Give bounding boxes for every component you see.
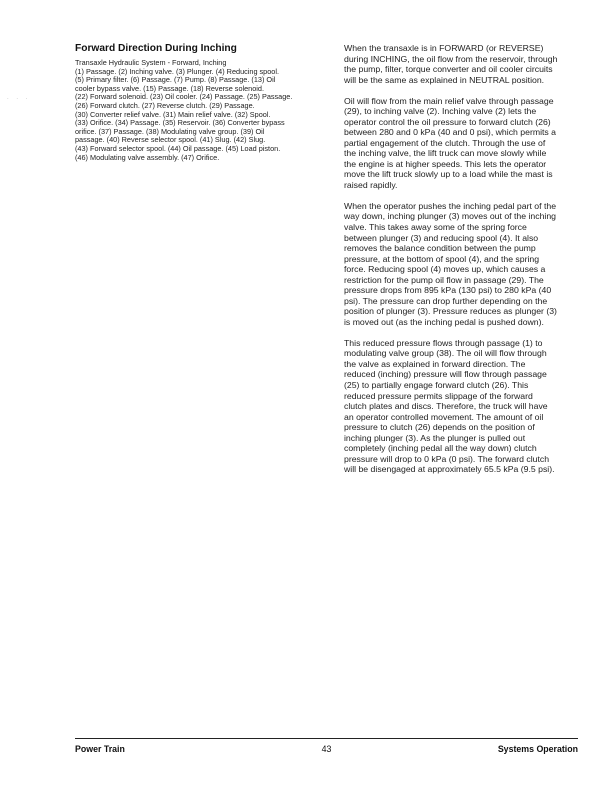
text-line: pressure will drop to 0 kPa (0 psi). The forward clutch — [344, 453, 550, 464]
text-line: will be the same as explained in NEUTRAL position. — [344, 74, 545, 85]
text-line: the inching valve, the lift truck can move slowly while — [344, 148, 547, 159]
paragraph-2 — [344, 96, 580, 191]
text-line: force. Reducing spool (4) moves up, which causes a — [344, 264, 546, 275]
figure-caption — [75, 59, 315, 162]
paragraph-1 — [344, 43, 580, 85]
text-line: operator control the oil pressure to forward clutch (26) — [344, 116, 551, 127]
caption-line: (22) Forward solenoid. (23) Oil cooler. (24) Passage. (25) Passage. — [75, 92, 293, 102]
text-line: pressure, at the bottom of spool (4), and the spring — [344, 253, 540, 264]
text-line: clutch plates and discs. Therefore, the truck will have — [344, 401, 548, 412]
caption-line: Transaxle Hydraulic System - Forward, Inching — [75, 58, 227, 67]
section-title: Forward Direction During Inching — [75, 43, 237, 54]
text-line: valve. This takes away some of the spring force — [344, 221, 527, 232]
caption-line: (30) Converter relief valve. (31) Main relief valve. (32) Spool. — [75, 109, 271, 119]
text-line: removes the balance condition between the pump — [344, 243, 536, 254]
text-line: the engine is at higher speeds. This lets the operator — [344, 158, 547, 169]
text-line: modulating valve group (38). The oil will flow through — [344, 348, 547, 359]
paragraph-3 — [344, 201, 580, 328]
caption-line: (1) Passage. (2) Inching valve. (3) Plunger. (4) Reducing spool. — [75, 66, 280, 76]
body-text — [344, 43, 580, 485]
text-line: position of plunger (3). Pressure reduces as plunger (3) — [344, 306, 557, 317]
footer-section-name: Power Train — [75, 744, 125, 754]
caption-line: passage. (40) Reverse selector spool. (41) Slug. (42) Slug. — [75, 135, 266, 145]
caption-line: (26) Forward clutch. (27) Reverse clutch. (29) Passage. — [75, 100, 255, 110]
paragraph-4 — [344, 338, 580, 475]
text-line: This reduced pressure flows through passage (1) to — [344, 337, 543, 348]
footer-manual-name: Systems Operation — [497, 744, 578, 754]
text-line: the valve as explained in forward direction. The — [344, 358, 526, 369]
text-line: When the operator pushes the inching pedal part of the — [344, 200, 557, 211]
text-line: inching plunger (3). As the plunger is pulled out — [344, 432, 526, 443]
text-line: (29), to inching valve (2). Inching valve (2) lets the — [344, 106, 537, 117]
caption-line: cooler bypass valve. (15) Passage. (18) Reverse solenoid. — [75, 83, 265, 93]
text-line: between 280 and 0 kPa (40 and 0 psi), which permits a — [344, 127, 557, 138]
text-line: Oil will flow from the main relief valve through passage — [344, 95, 554, 106]
text-line: restriction for the pump oil flow in passage (29). The — [344, 274, 544, 285]
figure-caption-block — [75, 43, 315, 162]
text-line: reduced pressure permits slippage of the forward — [344, 390, 533, 401]
text-line: raised rapidly. — [344, 179, 398, 190]
text-line: reduced (inching) pressure will flow through passage — [344, 369, 547, 380]
caption-line: (5) Primary filter. (6) Passage. (7) Pump. (8) Passage. (13) Oil — [75, 75, 276, 85]
text-line: completely (inching pedal all the way down) clutch — [344, 443, 537, 454]
page-footer — [75, 744, 578, 756]
caption-line: (33) Orifice. (34) Passage. (35) Reservoir. (36) Converter bypass — [75, 118, 285, 128]
text-line: psi). The pressure can drop further depending on the — [344, 295, 548, 306]
caption-line: (43) Forward selector spool. (44) Oil passage. (45) Load piston. — [75, 143, 281, 153]
caption-line: (46) Modulating valve assembly. (47) Orifice. — [75, 152, 220, 162]
footer-divider — [75, 738, 578, 739]
text-line: is moved out (as the inching pedal is pushed down). — [344, 316, 544, 327]
text-line: during INCHING, the oil flow from the reservoir, through — [344, 53, 558, 64]
text-line: pressure to clutch (26) depends on the position of — [344, 422, 535, 433]
scan-speck: . . . — [7, 95, 31, 101]
text-line: will be disengaged at approximately 65.5 kPa (9.5 psi). — [344, 464, 555, 475]
caption-line: orifice. (37) Passage. (38) Modulating valve group. (39) Oil — [75, 126, 265, 136]
text-line: move the lift truck slowly up to a load while the mast is — [344, 169, 553, 180]
text-line: way down, inching plunger (3) moves out of the inching — [344, 211, 556, 222]
text-line: pressure drops from 895 kPa (130 psi) to 280 kPa (40 — [344, 285, 552, 296]
page-number: 43 — [321, 744, 332, 754]
text-line: When the transaxle is in FORWARD (or REVERSE) — [344, 43, 544, 53]
text-line: between plunger (3) and reducing spool (4). It also — [344, 232, 539, 243]
text-line: an operator controlled movement. The amount of oil — [344, 411, 544, 422]
text-line: the pump, filter, torque converter and oil cooler circuits — [344, 64, 553, 75]
text-line: (25) to partially engage forward clutch (26). This — [344, 380, 529, 391]
text-line: partial engagement of the clutch. Through the use of — [344, 137, 546, 148]
